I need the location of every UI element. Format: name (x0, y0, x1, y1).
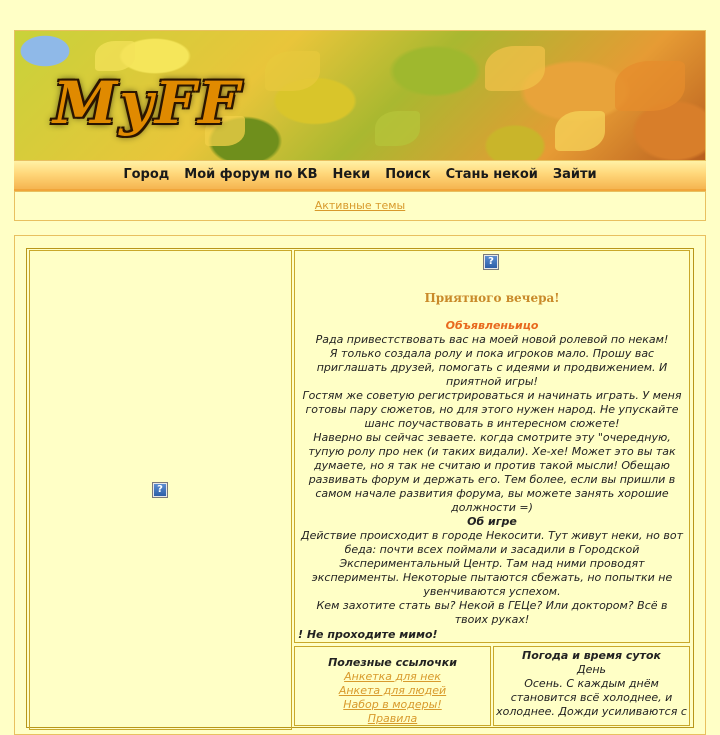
banner-leaf (95, 41, 135, 71)
link-human-form[interactable]: Анкета для людей (338, 684, 447, 697)
about-paragraph: Действие происходит в городе Некосити. Тут живут неки, но вот беда: почти всех поймали и засадили в Городской Экспериментальный Центр. Там над ними проводят эксперименты. Некоторые пытаются сбежать, но попытки не увенчиваются успехом. (301, 529, 683, 598)
nav-city[interactable]: Город (123, 167, 170, 182)
active-topics-bar (14, 191, 706, 221)
dont-pass-text: ! Не проходите мимо! (298, 628, 438, 641)
main-nav (14, 161, 706, 191)
announcement-paragraph: Я только создала ролу и пока игроков мало. Прошу вас приглашать друзей, помогать с идеями и продвижением. И приятной игры! (316, 347, 668, 388)
announcement-paragraph: Гостям же советую регистрироваться и начинать играть. У меня готовы пару сюжетов, но для этого нужен народ. Не упускайте шанс поучаствовать в интересном сюжете! (302, 389, 682, 430)
forum-logo[interactable]: MyFF (53, 69, 242, 137)
active-topics-link[interactable]: Активные темы (314, 199, 406, 212)
announcement-cell (294, 250, 690, 643)
nav-register[interactable]: Стань некой (445, 167, 538, 182)
useful-links-cell (294, 646, 491, 726)
announcement-paragraph: Рада привестствовать вас на моей новой ролевой по некам! (315, 333, 669, 346)
useful-links-title: Полезные ссылочки (328, 656, 457, 669)
nav-my-forum[interactable]: Мой форум по КВ (184, 167, 318, 182)
time-of-day: День (576, 663, 607, 676)
nav-search[interactable]: Поиск (385, 167, 431, 182)
about-game-title: Об игре (467, 515, 517, 528)
about-paragraph: Кем захотите стать вы? Некой в ГЕЦе? Или доктором? Всё в твоих руках! (316, 599, 668, 626)
weather-title: Погода и время суток (521, 649, 661, 662)
weather-text: Осень. С каждым днём становится всё холоднее, и холоднее. Дожди усиливаются с (496, 677, 687, 718)
announcement-text (299, 319, 685, 627)
left-image-cell (29, 250, 292, 730)
broken-image-icon: ? (152, 482, 168, 498)
link-neko-form[interactable]: Анкетка для нек (344, 670, 441, 683)
nav-neki[interactable]: Неки (332, 167, 371, 182)
banner-leaf (615, 61, 685, 111)
nav-login[interactable]: Зайти (552, 167, 597, 182)
weather-cell (493, 646, 690, 726)
link-moderators[interactable]: Набор в модеры! (343, 698, 442, 711)
banner-leaf (375, 111, 420, 146)
announcement-title: Объявленьицо (445, 319, 539, 332)
banner-leaf (485, 46, 545, 91)
greeting-text: Приятного вечера! (424, 291, 560, 305)
banner-leaf (265, 51, 320, 91)
announcement-paragraph: Наверно вы сейчас зеваете. когда смотрите эту "очередную, тупую ролу про нек (и таких видали). Хе-хе! Может это вы так думаете, но я так не считаю и против такой мысли! Обещаю развивать форум и держать его. Тем более, если вы пришли в самом начале развития форума, вы можете занять хорошие должности =) (308, 431, 676, 514)
broken-image-icon: ? (483, 254, 499, 270)
link-rules[interactable]: Правила (367, 712, 418, 725)
banner-leaf (555, 111, 605, 151)
forum-banner (14, 30, 706, 161)
